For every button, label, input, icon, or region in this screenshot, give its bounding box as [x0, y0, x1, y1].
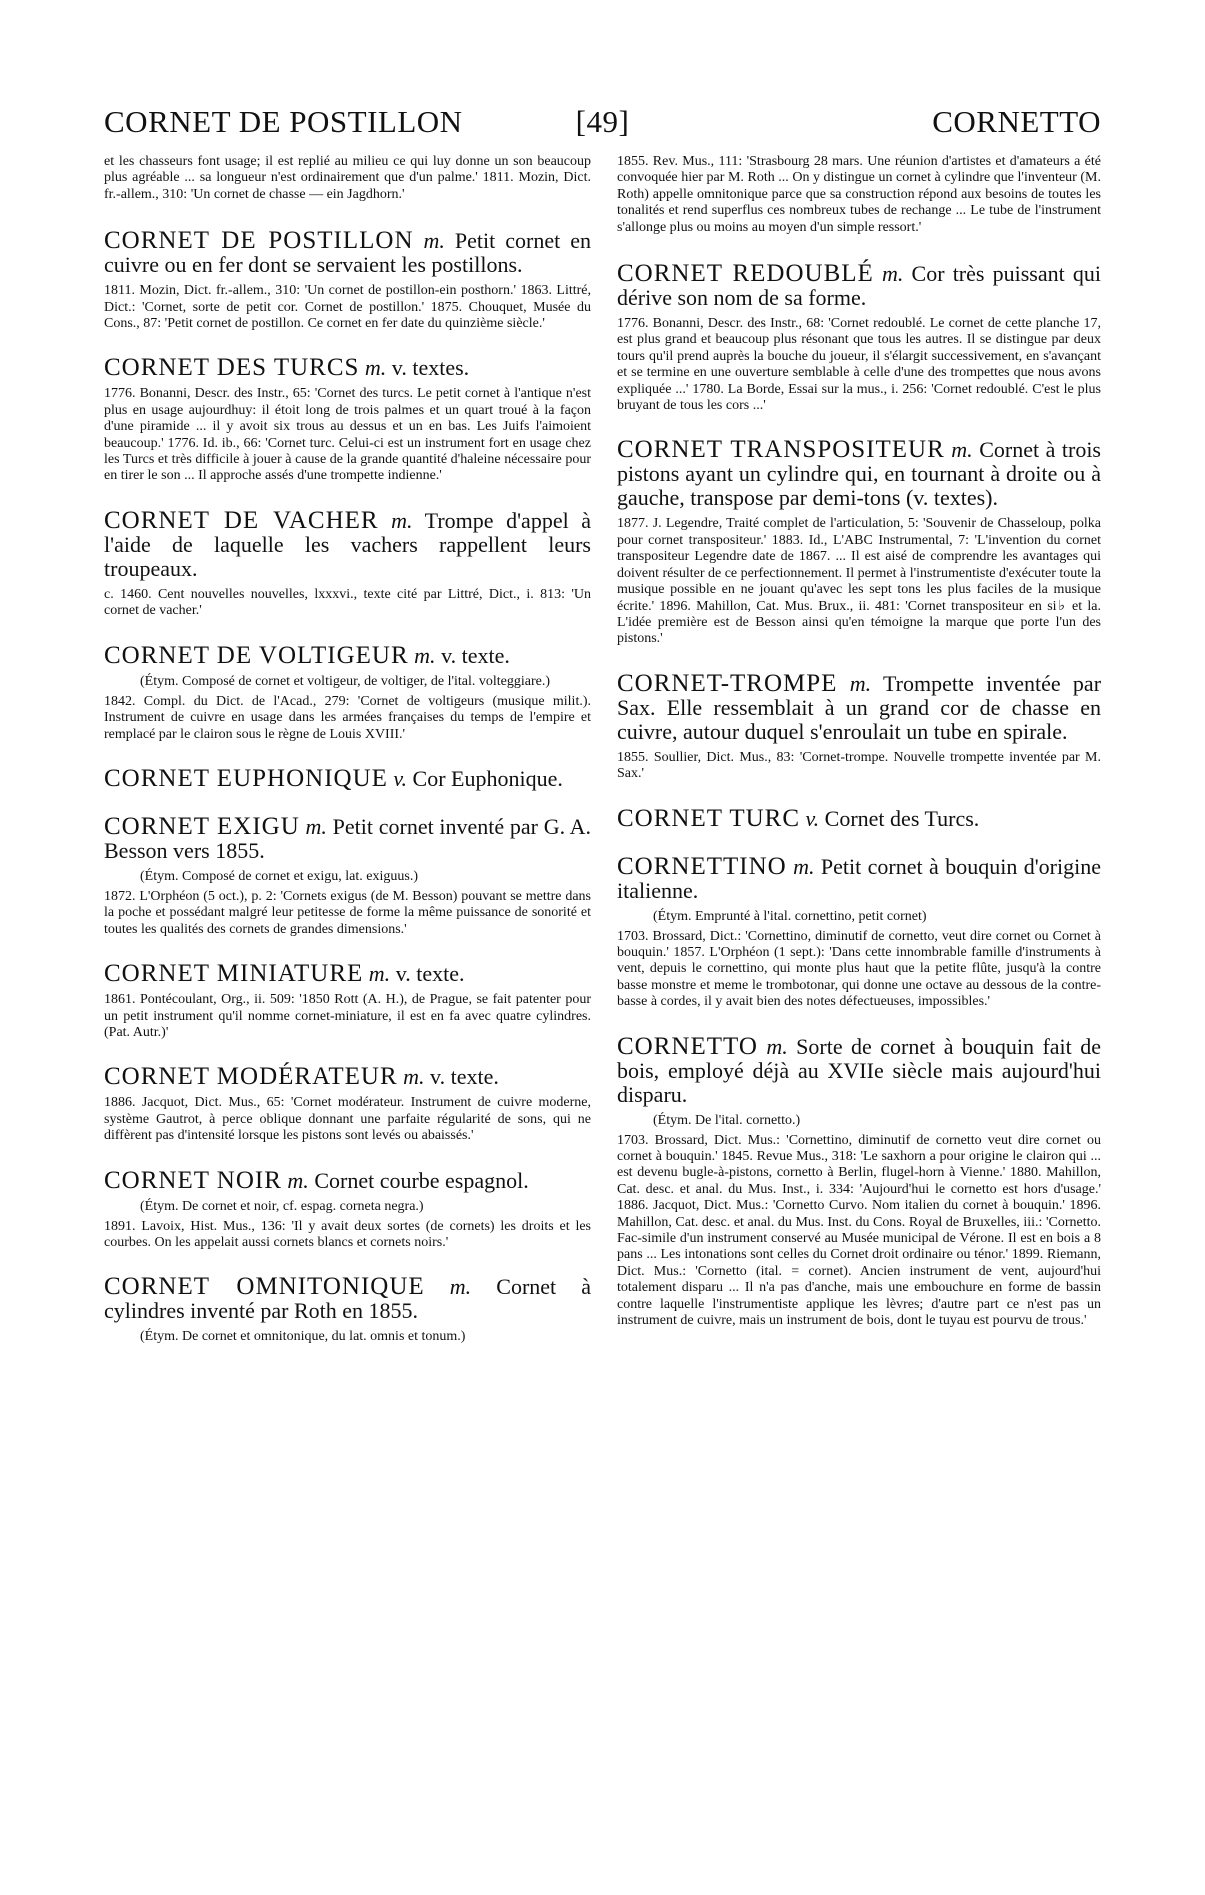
entry-headline	[617, 804, 1101, 832]
definition: Petit cornet en cuivre ou en fer dont se servaient les postillons.	[104, 228, 592, 278]
citations: 1776. Bonanni, Descr. des Instr., 68: 'Cornet redoublé. Le cornet de cette planche 17, est plus grand et beaucoup plus résonant que tous les autres. Il se distingue par deux tours qu'il prend auprès la bouche du joueur, il s'élargit successivement, en s'avançant et se termine en une ouverture semblable à celle d'une des trompettes que nous avons expliquée ...' 1780. La Borde, Essai sur la mus., i. 256: 'Cornet redoublé. C'est le plus bruyant de tous les cors ...'	[617, 316, 1101, 414]
definition: Cor Euphonique.	[412, 765, 563, 791]
headword: CORNET DE VACHER	[104, 506, 379, 534]
entry-headline	[104, 1166, 591, 1194]
continued-citation	[617, 154, 1101, 236]
definition: v. texte.	[395, 961, 465, 987]
dictionary-entry	[617, 438, 1101, 647]
entry-headline	[617, 1032, 1101, 1107]
part-of-speech: m.	[305, 813, 327, 839]
citations: 1886. Jacquot, Dict. Mus., 65: 'Cornet modérateur. Instrument de cuivre moderne, système Gautrot, à perce oblique donnant une parfaite régularité de sons, qui ne diffèrent pas d'intensité lorsque les pistons sont levés ou abaissés.'	[104, 1095, 591, 1144]
dictionary-entry	[104, 962, 591, 1041]
right-column	[617, 154, 1101, 1353]
left-column	[104, 154, 591, 1369]
citations: 1855. Rev. Mus., 111: 'Strasbourg 28 mars. Une réunion d'artistes et d'amateurs a été convoquée hier par M. Roth ... On y distingue un cornet à cylindre que l'inventeur (M. Roth) appelle omnitonique parce que sa construction répond aux besoins de toutes les tonalités et rend superflus ces nombreux tubes de rechange ... Le tube de l'instrument s'allonge plus ou moins au moyen d'un simple ressort.'	[617, 154, 1101, 235]
citations: c. 1460. Cent nouvelles nouvelles, lxxxvi., texte cité par Littré, Dict., i. 813: 'Un cornet de vacher.'	[104, 586, 591, 619]
entry-headline	[617, 438, 1101, 510]
dictionary-entry	[104, 812, 592, 938]
citations: 1891. Lavoix, Hist. Mus., 136: 'Il y avait deux sortes (de cornets) les droits et les courbes. On les appelait aussi cornets blancs et cornets noirs.'	[104, 1218, 591, 1250]
part-of-speech: v.	[393, 765, 408, 791]
headword: CORNET DES TURCS	[104, 354, 360, 382]
part-of-speech: m.	[766, 1033, 788, 1059]
definition: Sorte de cornet à bouquin fait de bois, employé déjà au XVIIe siècle mais aujourd'hui disparu.	[617, 1033, 1101, 1107]
headword: CORNET NOIR	[104, 1166, 282, 1194]
definition: Cornet à trois pistons ayant un cylindre qui, en tournant à droite ou à gauche, transpose par demi-tons (v. textes).	[617, 437, 1101, 511]
etymology: (Étym. Composé de cornet et exigu, lat. exiguus.)	[140, 868, 418, 884]
definition: v. texte.	[430, 1064, 499, 1090]
entry-headline	[104, 764, 591, 792]
part-of-speech: m.	[793, 853, 815, 879]
dictionary-entry	[104, 229, 591, 332]
headword: CORNET MINIATURE	[104, 960, 364, 988]
definition: v. texte.	[441, 642, 510, 668]
headword: CORNET DE POSTILLON	[104, 227, 414, 255]
part-of-speech: m.	[881, 261, 904, 287]
part-of-speech: m.	[951, 437, 973, 463]
page-number: [49]	[575, 104, 630, 139]
definition: Trompe d'appel à l'aide de laquelle les vachers rappellent leurs troupeaux.	[104, 507, 591, 581]
citations: et les chasseurs font usage; il est replié au milieu ce qui luy donne un son beaucoup plus agréable ... sa longueur n'est ordinairement que d'un palme.' 1811. Mozin, Dict. fr.-allem., 310: 'Un cornet de chasse — ein Jagdhorn.'	[104, 154, 591, 202]
dictionary-entry	[104, 764, 591, 792]
etymology: (Étym. De cornet et noir, cf. espag. corneta negra.)	[140, 1198, 424, 1214]
entry-headline	[617, 852, 1101, 903]
headword: CORNET TURC	[617, 804, 801, 832]
citations: 1842. Compl. du Dict. de l'Acad., 279: 'Cornet de voltigeurs (musique milit.). Instrument de cuivre en usage dans les armées françaises du temps de l'empire et remplacé par le clairon sous le règne de Louis XVIII.'	[104, 693, 591, 742]
part-of-speech: m.	[423, 228, 445, 254]
citations: 1703. Brossard, Dict. Mus.: 'Cornettino, diminutif de cornetto veut dire cornet ou cornet à bouquin.' 1845. Revue Mus., 318: 'Le saxhorn a pour origine le clairon qui ... est devenu bugle-à-pistons, cornetto à Berlin, flugel-horn à Vienne.' 1880. Mahillon, Cat. desc. et anal. du Mus. Inst., i. 334: 'Aujourd'hui le cornetto est hors d'usage.' 1886. Jacquot, Dict. Mus.: 'Cornetto Curvo. Nom italien du cornet à bouquin.' 1896. Mahillon, Cat. desc. et anal. du Mus. Inst. du Cons. Royal de Bruxelles, iii.: 'Cornetto. Fac-simile d'un instrument conservé au Musée municipal de Vérone. Il est en bois a 8 pans ... Les intonations sont celles du Cornet droit ordinaire ou ténor.' 1899. Riemann, Dict. Mus.: 'Cornetto (ital. = cornet). Ancien instrument de vent, aujourd'hui totalement disparu ... Il n'a pas d'anche, mais une embouchure en forme de bassin contre laquelle l'instrumentiste applique les lèvres; d'autre part ce n'est pas un instrument de cuivre, mais un instrument de bois, dont le tuyau est pourvu de trous.'	[617, 1132, 1101, 1329]
headword: CORNET REDOUBLÉ	[617, 260, 874, 288]
citations: 1855. Soullier, Dict. Mus., 83: 'Cornet-trompe. Nouvelle trompette inventée par M. Sax.'	[617, 749, 1101, 782]
headword: CORNET DE VOLTIGEUR	[104, 641, 409, 669]
entry-headline	[617, 669, 1102, 744]
definition: Trompette inventée par Sax. Elle ressemblait à un grand cor de chasse en cuivre, autour duquel s'enroulait un tube en spirale.	[617, 670, 1102, 744]
definition: Cornet à cylindres inventé par Roth en 1855.	[104, 1274, 591, 1324]
dictionary-entry	[104, 1166, 591, 1252]
dictionary-entry	[104, 1065, 591, 1144]
headword: CORNET OMNITONIQUE	[104, 1273, 425, 1301]
dictionary-entry	[104, 641, 591, 743]
dictionary-entry	[617, 1032, 1101, 1330]
entry-headline	[104, 356, 591, 380]
entry-headline	[104, 1065, 591, 1089]
part-of-speech: m.	[287, 1167, 309, 1193]
part-of-speech: v.	[805, 805, 820, 831]
headword: CORNETTINO	[617, 852, 787, 880]
running-head-left: CORNET DE POSTILLON	[104, 104, 463, 139]
headword: CORNET-TROMPE	[617, 669, 838, 697]
entry-headline	[104, 1275, 591, 1323]
citations: 1861. Pontécoulant, Org., ii. 509: '1850 Rott (A. H.), de Prague, se fait patenter pour un petit instrument qu'il nomme cornet-miniature, il est en fa avec quatre cylindres. (Pat. Autr.)'	[104, 992, 591, 1040]
dictionary-entry	[617, 852, 1101, 1011]
definition: Cornet courbe espagnol.	[314, 1167, 529, 1193]
running-head	[104, 104, 1101, 144]
etymology: (Étym. Composé de cornet et voltigeur, de voltiger, de l'ital. volteggiare.)	[140, 673, 551, 689]
definition: Petit cornet à bouquin d'origine italienne.	[617, 853, 1101, 903]
dictionary-entry	[104, 1275, 591, 1345]
etymology: (Étym. De cornet et omnitonique, du lat. omnis et tonum.)	[140, 1329, 466, 1345]
citations: 1703. Brossard, Dict.: 'Cornettino, diminutif de cornetto, veut dire cornet ou Cornet à bouquin.' 1857. L'Orphéon (1 sept.): 'Dans cette innombrable famille d'instruments à vent, depuis le cornettino, qui monte plus haut que la petite flûte, jusqu'à la contre basse monstre et meme le trombotonar, qui donne une octave au dessous de la contre-basse à cordes, il y avait bien des notes défectueuses, impossibles.'	[617, 928, 1101, 1010]
part-of-speech: m.	[364, 355, 387, 381]
part-of-speech: m.	[403, 1064, 425, 1090]
etymology: (Étym. De l'ital. cornetto.)	[653, 1112, 801, 1128]
definition: v. textes.	[391, 355, 470, 381]
headword: CORNET EXIGU	[104, 812, 300, 840]
dictionary-entry	[104, 506, 591, 620]
citations: 1872. L'Orphéon (5 oct.), p. 2: 'Cornets exigus (de M. Besson) pouvant se mettre dans la poche et possédant malgré leur petitesse de forme la même puissance de sonorité et toutes les qualités des cornets de grandes dimensions.'	[104, 888, 591, 937]
citations: 1776. Bonanni, Descr. des Instr., 65: 'Cornet des turcs. Le petit cornet à l'antique n'est plus en usage aujourdhuy: il étoit long de trois palmes et un quart troué à la façon d'une piramide ... il y avoit six trous au dessus et un en bas. Les Juifs l'aimoient beaucoup.' 1776. Id. ib., 66: 'Cornet turc. Celui-ci est un instrument fort en usage chez les Turcs et très difficile à jouer à cause de la grande quantité d'haleine nécessaire pour en tirer le son ... Il approche assés d'une trompette indienne.'	[104, 386, 591, 484]
entry-headline	[104, 812, 592, 863]
entry-headline	[104, 641, 591, 669]
headword: CORNET MODÉRATEUR	[104, 1063, 398, 1091]
etymology: (Étym. Emprunté à l'ital. cornettino, petit cornet)	[653, 908, 927, 924]
dictionary-entry	[617, 804, 1101, 832]
entry-headline	[617, 262, 1101, 310]
dictionary-entry	[104, 356, 591, 484]
part-of-speech: m.	[414, 642, 436, 668]
entry-headline	[104, 506, 591, 581]
definition: Petit cornet inventé par G. A. Besson vers 1855.	[104, 813, 592, 863]
entry-headline	[104, 229, 591, 277]
headword: CORNETTO	[617, 1032, 758, 1060]
definition: Cor très puissant qui dérive son nom de sa forme.	[617, 261, 1102, 311]
dictionary-entry	[617, 669, 1102, 783]
part-of-speech: m.	[849, 670, 872, 696]
headword: CORNET TRANSPOSITEUR	[617, 436, 945, 464]
dictionary-entry	[617, 262, 1101, 414]
definition: Cornet des Turcs.	[824, 805, 980, 831]
entry-headline	[104, 962, 591, 986]
part-of-speech: m.	[391, 507, 413, 533]
running-head-right: CORNETTO	[932, 104, 1101, 139]
headword: CORNET EUPHONIQUE	[104, 764, 388, 792]
citations: 1811. Mozin, Dict. fr.-allem., 310: 'Un cornet de postillon-ein posthorn.' 1863. Littré, Dict.: 'Cornet, sorte de petit cor. Cornet de postillon.' 1875. Chouquet, Musée du Cons., 87: 'Petit cornet de postillon. Ce cornet en fer date du quinzième siècle.'	[104, 283, 591, 332]
part-of-speech: m.	[368, 961, 391, 987]
continued-citation	[104, 154, 591, 203]
part-of-speech: m.	[449, 1274, 472, 1300]
citations: 1877. J. Legendre, Traité complet de l'articulation, 5: 'Souvenir de Chasseloup, polka pour cornet transpositeur.' 1883. Id., L'ABC Instrumental, 7: 'L'invention du cornet transpositeur Legendre date de 1867. ... Il est aisé de comprendre les avantages qui doivent résulter de ce perfectionnement. Il permet à l'instrumentiste d'exécuter toute la musique possible en ne jouant qu'avec les sept tons les plus faciles de la musique écrite.' 1896. Mahillon, Cat. Mus. Brux., ii. 481: 'Cornet transpositeur en si♭ et la. L'idée première est de Besson ainsi qu'en témoigne la marque que porte l'un des pistons.'	[617, 516, 1101, 647]
